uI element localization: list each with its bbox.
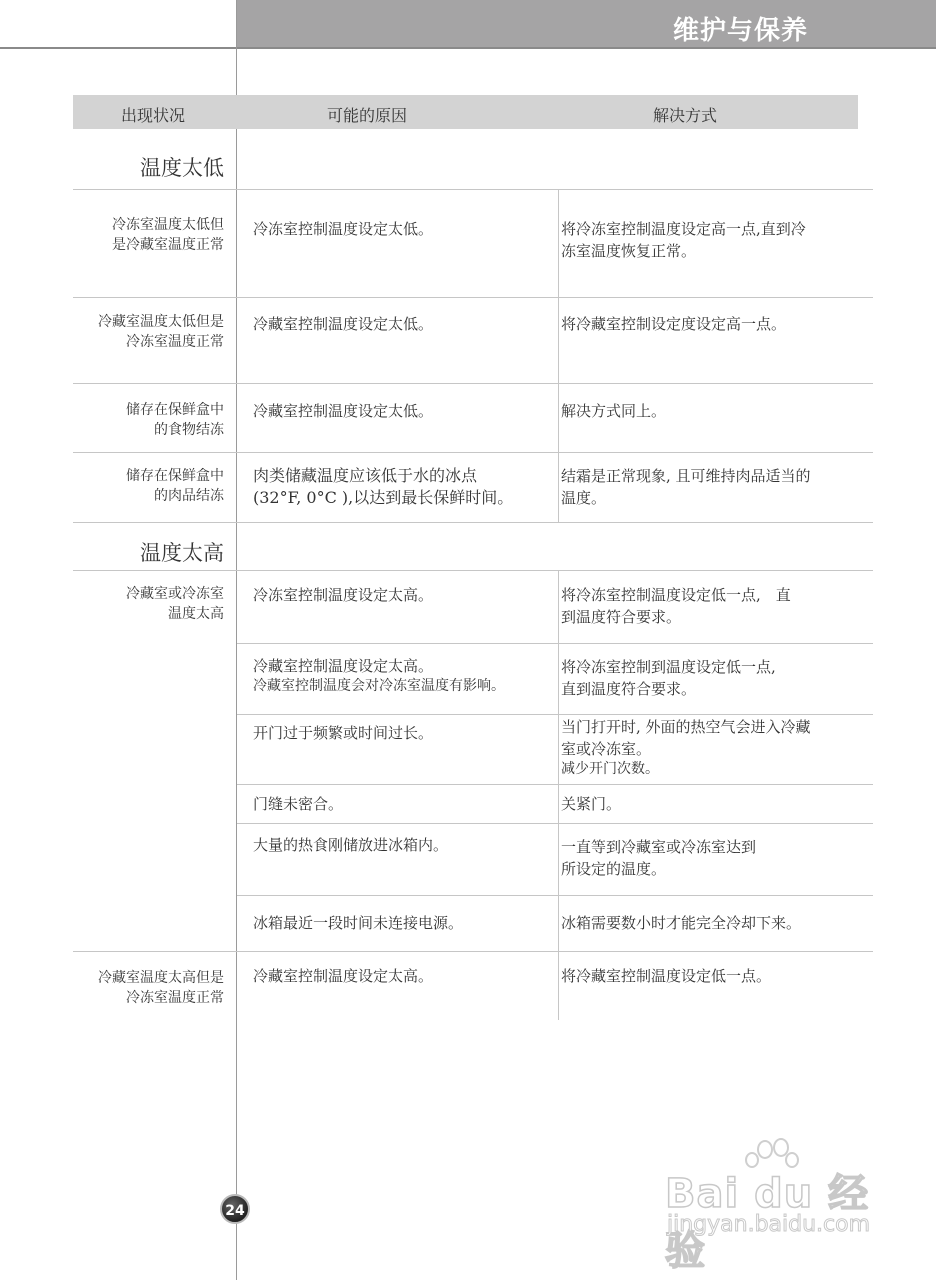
table-header (73, 95, 858, 129)
row-divider (237, 784, 873, 785)
watermark-url: jingyan.baidu.com (667, 1212, 871, 1237)
cause-line: 冷藏室控制温度会对冷冻室温度有影响。 (253, 678, 505, 694)
row-divider (73, 951, 873, 952)
cause-line: 冷冻室控制温度设定太高。 (253, 586, 434, 604)
cause-cell (253, 584, 553, 606)
cause-line: 冷藏室控制温度设定太低。 (253, 402, 434, 420)
fix-cell (561, 584, 871, 628)
fix-cell (561, 218, 871, 262)
fix-line: 解决方式同上。 (561, 402, 667, 420)
symptom-line: 是冷藏室温度正常 (112, 237, 224, 253)
fix-line: 将冷冻室控制温度设定高一点,直到冷 (561, 220, 806, 238)
cause-line: 冷藏室控制温度设定太高。 (253, 967, 434, 985)
row-divider (73, 570, 873, 571)
fix-cell (561, 400, 871, 422)
cause-line: 冷藏室控制温度设定太低。 (253, 315, 434, 333)
cause-line: 冰箱最近一段时间未连接电源。 (253, 914, 464, 932)
cause-line: 开门过于频繁或时间过长。 (253, 724, 434, 742)
chapter-title: 维护与保养 (672, 16, 808, 46)
fix-line: 当门打开时, 外面的热空气会进入冷藏 (561, 718, 811, 736)
row-divider (73, 383, 873, 384)
fix-line: 结霜是正常现象, 且可维持肉品适当的 (561, 467, 811, 485)
watermark-brand: Bai du 经验 (665, 1171, 870, 1274)
fix-cell (561, 716, 871, 778)
symptom-line: 冷冻室温度正常 (126, 990, 224, 1006)
section-title-too-warm: 温度太高 (140, 541, 224, 565)
fix-cell (561, 912, 871, 934)
col-header-fix: 解决方式 (653, 106, 718, 125)
symptom-line: 冷冻室温度太低但 (112, 217, 224, 233)
page-number-badge: 24 (220, 1194, 250, 1224)
row-divider (237, 895, 873, 896)
cause-cell (253, 912, 553, 934)
fix-line: 所设定的温度。 (561, 860, 667, 878)
fix-line: 冰箱需要数小时才能完全冷却下来。 (561, 914, 802, 932)
row-divider (73, 297, 873, 298)
cause-line: (32°F, 0°C ),以达到最长保鲜时间。 (253, 488, 514, 507)
col-header-cause: 可能的原因 (327, 106, 408, 125)
cause-cell (253, 834, 553, 856)
fix-line: 到温度符合要求。 (561, 608, 682, 626)
section-title-too-cold: 温度太低 (140, 156, 224, 180)
fix-line: 将冷冻室控制到温度设定低一点, (561, 658, 776, 676)
symptom-cell (72, 215, 224, 255)
fix-line: 一直等到冷藏室或冷冻室达到 (561, 838, 757, 856)
cause-line: 大量的热食刚储放进冰箱内。 (253, 836, 449, 854)
header-rule (0, 47, 936, 49)
cause-cell (253, 400, 553, 422)
fix-line: 直到温度符合要求。 (561, 680, 697, 698)
fix-cell (561, 965, 871, 987)
column-divider (558, 570, 559, 1020)
symptom-cell (72, 400, 224, 440)
symptom-cell (72, 584, 224, 624)
fix-cell (561, 313, 871, 335)
cause-line: 冷藏室控制温度设定太高。 (253, 657, 434, 675)
col-header-symptom: 出现状况 (121, 106, 186, 125)
row-divider (73, 522, 873, 523)
margin-rule (236, 0, 237, 1280)
fix-line: 冻室温度恢复正常。 (561, 242, 697, 260)
cause-line: 肉类储藏温度应该低于水的冰点 (253, 466, 478, 485)
symptom-cell (72, 968, 224, 1008)
symptom-cell (72, 312, 224, 352)
cause-cell (253, 656, 553, 696)
baidu-watermark (665, 1140, 885, 1274)
symptom-line: 温度太高 (168, 606, 224, 622)
cause-cell (253, 313, 553, 335)
row-divider (237, 823, 873, 824)
fix-line: 将冷藏室控制温度设定低一点。 (561, 967, 772, 985)
fix-line: 室或冷冻室。 (561, 740, 652, 758)
cause-line: 门缝未密合。 (253, 795, 344, 813)
fix-cell (561, 836, 871, 880)
cause-line: 冷冻室控制温度设定太低。 (253, 220, 434, 238)
row-divider (237, 714, 873, 715)
fix-line: 关紧门。 (561, 795, 622, 813)
symptom-line: 的肉品结冻 (154, 488, 224, 504)
symptom-line: 冷藏室温度太高但是 (98, 970, 224, 986)
cause-cell (253, 722, 553, 744)
chapter-header-bar (237, 0, 936, 47)
symptom-line: 冷藏室温度太低但是 (98, 314, 224, 330)
cause-cell (253, 218, 553, 240)
fix-line: 将冷藏室控制设定度设定高一点。 (561, 315, 787, 333)
fix-line: 将冷冻室控制温度设定低一点, 直 (561, 586, 791, 604)
cause-cell (253, 965, 553, 987)
symptom-line: 储存在保鲜盒中 (126, 468, 224, 484)
symptom-line: 冷冻室温度正常 (126, 334, 224, 350)
cause-cell (253, 465, 558, 509)
paw-icon (757, 1140, 773, 1159)
row-divider (73, 189, 873, 190)
symptom-line: 储存在保鲜盒中 (126, 402, 224, 418)
fix-cell (561, 656, 871, 700)
row-divider (73, 452, 873, 453)
row-divider (237, 643, 873, 644)
symptom-line: 冷藏室或冷冻室 (126, 586, 224, 602)
fix-line: 减少开门次数。 (561, 761, 659, 777)
fix-cell (561, 465, 871, 509)
symptom-cell (72, 466, 224, 506)
fix-line: 温度。 (561, 489, 607, 507)
column-divider (558, 189, 559, 522)
symptom-line: 的食物结冻 (154, 422, 224, 438)
fix-cell (561, 793, 871, 815)
cause-cell (253, 793, 553, 815)
